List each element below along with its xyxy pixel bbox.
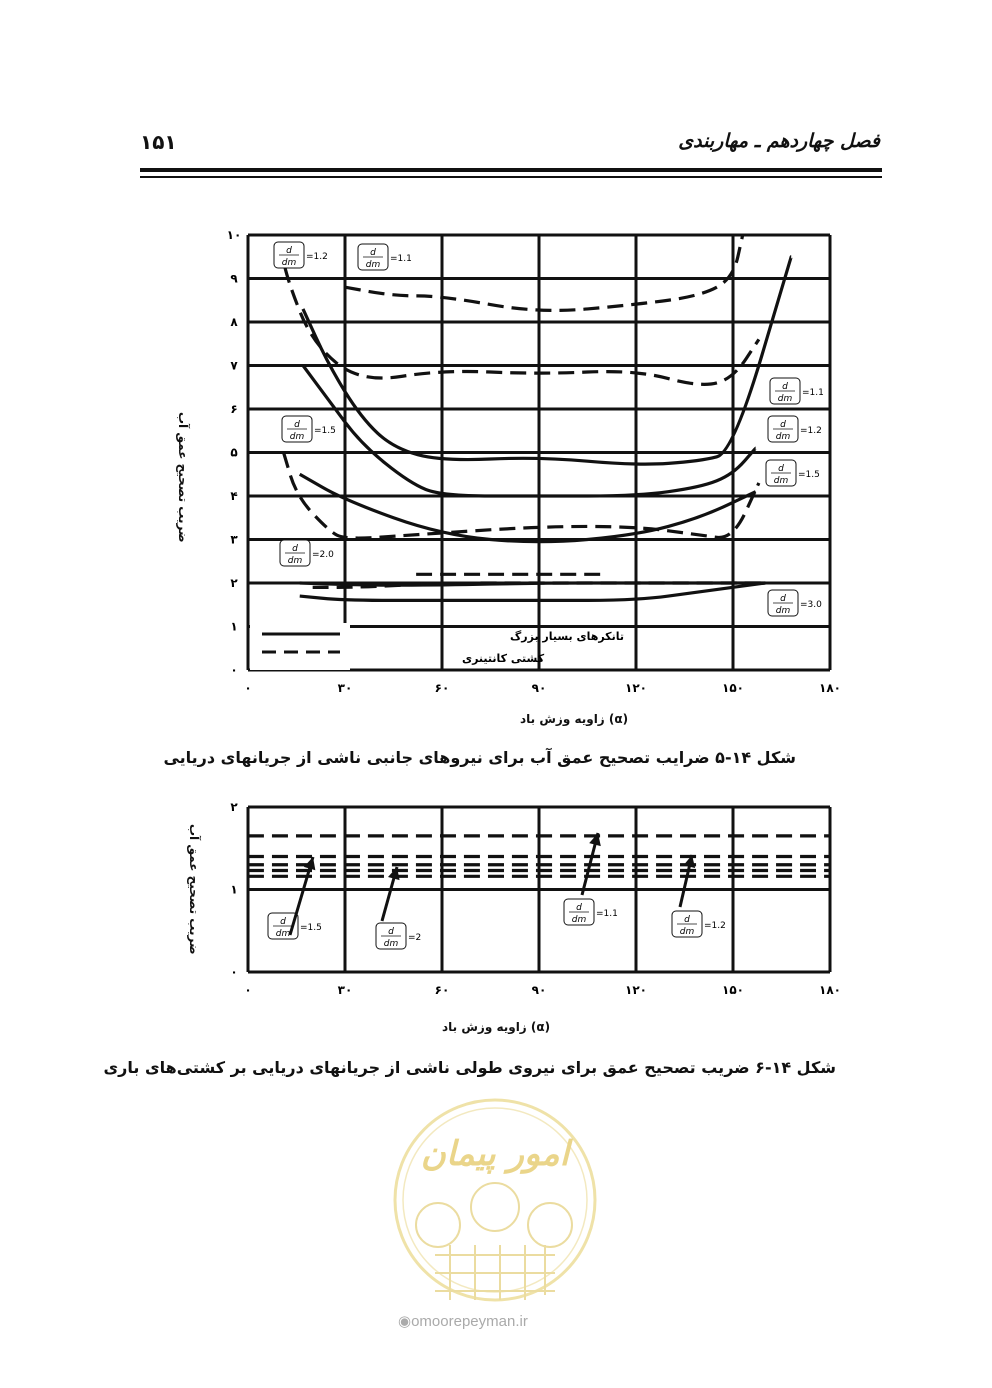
curve-label <box>356 242 420 272</box>
svg-text:d: d <box>292 544 298 554</box>
x-tick-label: ۱۵۰ <box>722 681 744 695</box>
svg-text:=1.1: =1.1 <box>802 388 824 398</box>
watermark-site-text: omoorepeyman.ir <box>411 1313 528 1330</box>
y-tick-label: ۹ <box>230 271 238 286</box>
curve-label <box>768 376 832 406</box>
svg-text:d: d <box>576 903 582 913</box>
x-tick-label: ۶۰ <box>434 681 450 695</box>
fig5-y-axis-label: ضریب تصحیح عمق آب <box>176 412 190 543</box>
x-tick-label: ۳۰ <box>337 983 353 997</box>
curve-label <box>766 414 830 444</box>
y-tick-label: ۱ <box>230 619 238 634</box>
header-rule-thick <box>140 168 882 172</box>
series-line <box>303 366 756 497</box>
curve-label <box>562 897 626 927</box>
svg-text:dm: dm <box>777 394 793 404</box>
y-tick-label: ۶ <box>230 402 238 416</box>
svg-text:امور پیمان: امور پیمان <box>420 1134 570 1174</box>
svg-text:d: d <box>388 927 394 937</box>
figure6-chart <box>210 795 850 1010</box>
x-tick-label: ۱۵۰ <box>722 983 744 997</box>
curve-label <box>766 588 830 618</box>
fig6-y-axis-label: ضریب تصحیح عمق آب <box>187 824 201 955</box>
svg-text:d: d <box>294 420 300 430</box>
legend-dashed-label: کشتی کانتینری <box>462 652 545 665</box>
x-tick-label: ۱۲۰ <box>625 681 647 695</box>
legend-solid-label: تانکرهای بسیار بزرگ <box>510 630 624 643</box>
y-tick-label: ۴ <box>230 489 238 503</box>
y-tick-label: ۸ <box>230 315 238 329</box>
svg-text:=1.2: =1.2 <box>306 252 328 262</box>
svg-text:d: d <box>286 246 292 256</box>
svg-text:dm: dm <box>383 939 399 949</box>
fig5-legend <box>250 623 624 670</box>
fig6-x-axis-text: زاویه وزش باد <box>442 1020 527 1034</box>
svg-text:=1.2: =1.2 <box>704 921 726 931</box>
svg-text:dm: dm <box>775 432 791 442</box>
y-tick-label: ۳ <box>230 532 238 547</box>
svg-text:d: d <box>684 915 690 925</box>
svg-text:dm: dm <box>679 927 695 937</box>
series-line <box>280 244 759 385</box>
y-tick-label: ۰ <box>230 965 238 979</box>
svg-text:=2: =2 <box>408 933 422 943</box>
watermark-site <box>398 1312 528 1330</box>
y-tick-label: ۵ <box>230 445 238 460</box>
fig6-x-axis-symbol: (α) <box>530 1020 551 1034</box>
svg-text:dm: dm <box>281 258 297 268</box>
x-tick-label: ۹۰ <box>531 681 547 695</box>
series-line <box>345 235 743 310</box>
watermark-seal-logo <box>390 1095 600 1305</box>
fig6-x-axis-label <box>442 1020 550 1034</box>
curve-label <box>670 909 734 939</box>
curve-label <box>278 538 342 568</box>
y-tick-label: ۷ <box>230 358 238 373</box>
svg-text:dm: dm <box>275 929 291 939</box>
curve-label <box>266 911 330 941</box>
series-line <box>303 257 791 464</box>
svg-text:d: d <box>780 594 786 604</box>
x-tick-label: ۳۰ <box>337 681 353 695</box>
svg-text:dm: dm <box>365 260 381 270</box>
x-tick-label: ۰ <box>244 983 252 997</box>
svg-text:dm: dm <box>289 432 305 442</box>
curve-label <box>280 414 344 444</box>
svg-text:=1.1: =1.1 <box>390 254 412 264</box>
svg-text:=1.5: =1.5 <box>314 426 336 436</box>
fig5-x-axis-text: زاویه وزش باد <box>520 712 605 726</box>
x-tick-label: ۶۰ <box>434 983 450 997</box>
x-tick-label: ۱۸۰ <box>819 983 841 997</box>
series-line <box>300 474 756 541</box>
chapter-title: فصل چهاردهم ـ مهاربندی <box>678 130 880 152</box>
x-tick-label: ۱۲۰ <box>625 983 647 997</box>
svg-text:=3.0: =3.0 <box>800 600 822 610</box>
svg-text:dm: dm <box>775 606 791 616</box>
globe-icon: ◉ <box>398 1313 412 1330</box>
fig5-x-axis-symbol: (α) <box>608 712 629 726</box>
svg-text:=1.5: =1.5 <box>798 470 820 480</box>
svg-text:d: d <box>778 464 784 474</box>
x-tick-label: ۰ <box>244 681 252 695</box>
header-rule-thin <box>140 176 882 178</box>
x-tick-label: ۱۸۰ <box>819 681 841 695</box>
y-tick-label: ۱ <box>230 882 238 897</box>
fig5-caption: شکل ۱۴-۵ ضرایب تصحیح عمق آب برای نیروهای جانبی ناشی از جریانهای دریایی <box>163 748 796 767</box>
curve-label <box>764 458 828 488</box>
svg-text:=2.0: =2.0 <box>312 550 334 560</box>
svg-text:d: d <box>780 420 786 430</box>
svg-text:d: d <box>370 248 376 258</box>
svg-text:=1.2: =1.2 <box>800 426 822 436</box>
y-tick-label: ۲ <box>230 800 238 814</box>
y-tick-label: ۱۰ <box>226 228 242 242</box>
fig6-caption: شکل ۱۴-۶ ضریب تصحیح عمق برای نیروی طولی ناشی از جریانهای دریایی بر کشتی‌های باری <box>103 1058 836 1077</box>
y-tick-label: ۲ <box>230 576 238 590</box>
page-number: ۱۵۱ <box>140 130 177 154</box>
svg-text:dm: dm <box>571 915 587 925</box>
svg-text:d: d <box>280 917 286 927</box>
fig5-x-axis-label <box>520 712 628 726</box>
svg-text:d: d <box>782 382 788 392</box>
svg-text:=1.5: =1.5 <box>300 923 322 933</box>
curve-label <box>272 240 336 270</box>
svg-text:=1.1: =1.1 <box>596 909 618 919</box>
x-tick-label: ۹۰ <box>531 983 547 997</box>
y-tick-label: ۰ <box>230 663 238 677</box>
svg-text:dm: dm <box>287 556 303 566</box>
figure5-chart <box>210 220 850 695</box>
svg-text:dm: dm <box>773 476 789 486</box>
curve-label <box>374 921 438 951</box>
